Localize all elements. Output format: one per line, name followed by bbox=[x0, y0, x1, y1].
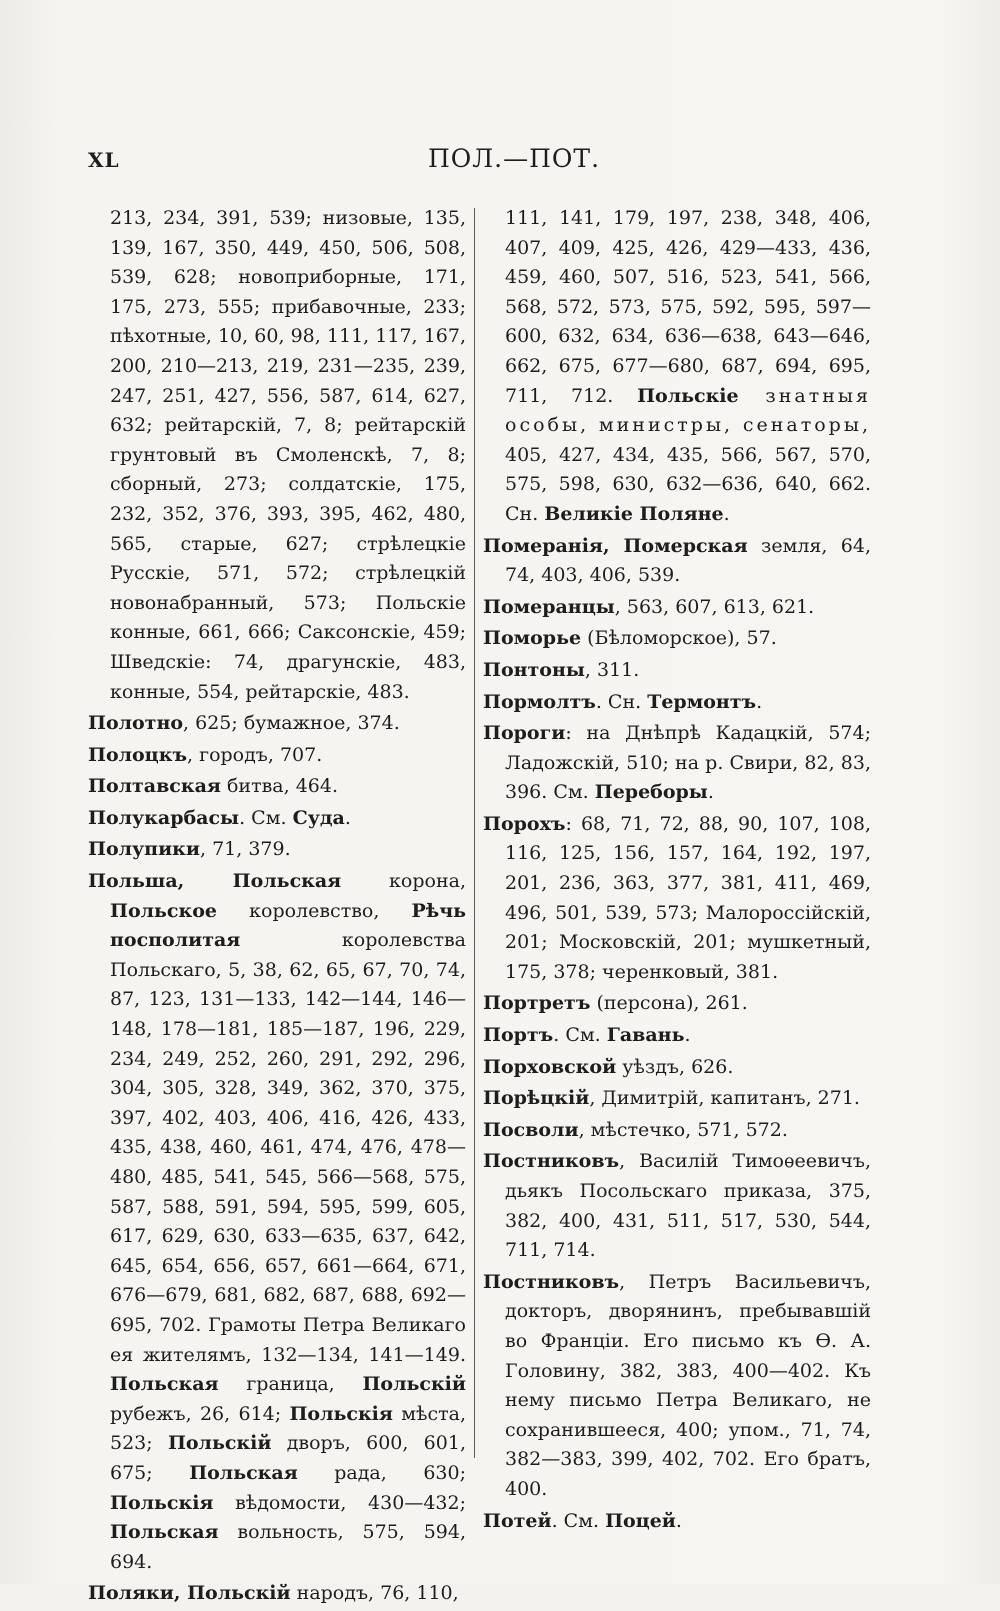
entry-text: рубежъ, 26, 614; bbox=[110, 1402, 290, 1425]
entry-headword: Польскій bbox=[167, 1432, 272, 1455]
entry-headword: Портретъ bbox=[483, 992, 591, 1015]
index-entry bbox=[483, 1053, 871, 1083]
entry-text: 213, 234, 391, 539; низовые, 135, 139, 167, 350, 449, 450, 506, 508, 539, 628; новоприборные, 171, 175, 273, 555; прибавочные, 233; пѣхотные, 10, 60, 98, 111, 117, 167, 200, 210—213, 219, 231—235, 239, 247, 251, 427, 556, 587, 614, 627, 632; рейтарскій, 7, 8; рейтарскій грунтовый въ Смоленскѣ, 7, 8; сборный, 273; солдатскіе, 175, 232, 352, 376, 393, 395, 462, 480, 565, старые, 627; стрѣлецкіе Русскіе, 571, 572; стрѣлецкій новонабранный, 573; Польскіе конные, 661, 666; Саксонскіе, 459; Шведскіе: 74, драгунскіе, 483, конные, 554, рейтарскіе, 483. bbox=[110, 207, 466, 703]
entry-text: . См. bbox=[553, 1024, 607, 1047]
index-entry bbox=[88, 772, 466, 802]
entry-text: вѣдомости, 430—432; bbox=[213, 1491, 466, 1514]
index-entry bbox=[483, 719, 871, 808]
entry-headword: Портъ bbox=[483, 1024, 554, 1047]
entry-text: , 625; бумажное, 374. bbox=[183, 712, 400, 735]
index-entry bbox=[483, 688, 871, 718]
entry-headword: Полукарбасы bbox=[88, 806, 240, 829]
entry-headword: Полупики bbox=[88, 838, 200, 861]
entry-text: : на Днѣпрѣ Кадацкій, 574; Ладожскій, 510; на р. Свири, 82, 83, 396. См. bbox=[505, 722, 871, 804]
entry-text: . bbox=[344, 806, 351, 829]
running-title: ПОЛ.—ПОТ. bbox=[427, 144, 601, 173]
entry-text: . bbox=[756, 690, 763, 713]
entry-text: , 71, 379. bbox=[200, 838, 291, 861]
index-entry bbox=[483, 532, 871, 591]
entry-text: (персона), 261. bbox=[590, 992, 748, 1015]
entry-text: , Димитрій, капитанъ, 271. bbox=[589, 1087, 860, 1110]
entry-headword: Поляки, Польскій bbox=[88, 1582, 291, 1605]
index-entry bbox=[483, 1507, 871, 1537]
index-entry bbox=[483, 1084, 871, 1114]
entry-headword: Польскіе bbox=[637, 384, 739, 407]
left-column bbox=[88, 204, 466, 1611]
entry-headword: Польскій bbox=[362, 1373, 466, 1396]
entry-text: . См. bbox=[239, 806, 293, 829]
entry-text: королевства Польскаго, 5, 38, 62, 65, 67, 70, 74, 87, 123, 131—133, 142—144, 146—148, 178—181, 185—187, 196, 229, 234, 249, 252, 260, 291, 292, 296, 304, 305, 328, 349, 362, 370, 375, 397, 402, 403, 406, 416, 426, 433, 435, 438, 460, 461, 474, 476, 478—480, 485, 541, 545, 566—568, 575, 587, 588, 591, 594, 595, 599, 605, 617, 629, 630, 633—635, 637, 642, 645, 654, 656, 657, 661—664, 671, 676—679, 681, 682, 687, 688, 692—695, 702. Грамоты Петра Великаго ея жителямъ, 132—134, 141—149. bbox=[110, 929, 466, 1366]
entry-headword: Порѣцкій bbox=[483, 1087, 590, 1110]
index-entry bbox=[88, 204, 466, 707]
entry-text: корона, bbox=[341, 870, 466, 893]
entry-headword: Польша, Польская bbox=[88, 870, 342, 893]
entry-text: . bbox=[707, 781, 714, 804]
entry-text: , городъ, 707. bbox=[187, 743, 323, 766]
index-entry bbox=[483, 1116, 871, 1146]
column-divider bbox=[474, 208, 475, 1458]
entry-headword: Польская bbox=[110, 1373, 219, 1396]
entry-headword: Рѣчь посполитая bbox=[110, 899, 466, 952]
entry-headword: Польская bbox=[110, 1521, 219, 1544]
entry-headword: Померанцы bbox=[483, 595, 615, 618]
entry-text: уѣздъ, 626. bbox=[616, 1055, 734, 1078]
entry-text: мѣста, 523; bbox=[110, 1402, 466, 1455]
entry-text: народъ, 76, 110, bbox=[290, 1582, 459, 1605]
entry-headword: Постниковъ bbox=[483, 1150, 620, 1173]
entry-headword: Гавань bbox=[606, 1024, 685, 1047]
entry-text: , 563, 607, 613, 621. bbox=[614, 595, 815, 618]
entry-text: граница, bbox=[218, 1373, 363, 1396]
entry-text: 405, 427, 434, 435, 566, 567, 570, 575, 598, 630, 632—636, 640, 662. Сн. bbox=[505, 443, 871, 525]
entry-headword: Польскія bbox=[110, 1491, 214, 1514]
index-entry bbox=[483, 810, 871, 988]
entry-headword: Постниковъ bbox=[483, 1270, 620, 1293]
entry-headword: Польское bbox=[110, 899, 217, 922]
entry-headword: Суда bbox=[292, 806, 345, 829]
entry-text: , мѣстечко, 571, 572. bbox=[578, 1118, 788, 1141]
entry-headword: Посволи bbox=[483, 1118, 579, 1141]
entry-text: , 311. bbox=[584, 658, 640, 681]
entry-headword: Понтоны bbox=[483, 658, 585, 681]
entry-headword: Порховской bbox=[483, 1055, 617, 1078]
right-column bbox=[483, 204, 871, 1538]
entry-headword: Поморье bbox=[483, 627, 582, 650]
entry-headword: Полоцкъ bbox=[88, 743, 188, 766]
index-entry bbox=[88, 709, 466, 739]
index-entry bbox=[483, 204, 871, 530]
entry-text: . Сн. bbox=[595, 690, 648, 713]
entry-headword: Поцей bbox=[605, 1509, 676, 1532]
entry-text: земля, 64, 74, 403, 406, 539. bbox=[505, 534, 871, 587]
page-number: XL bbox=[88, 148, 120, 172]
entry-text: дворъ, 600, 601, 675; bbox=[110, 1432, 466, 1484]
entry-headword: Полтавская bbox=[88, 775, 221, 798]
index-entry bbox=[483, 656, 871, 686]
entry-text: , Василій Тимоѳеевичъ, дьякъ Посольскаго приказа, 375, 382, 400, 431, 511, 517, 530, 544, 711, 714. bbox=[505, 1150, 871, 1262]
entry-headword: Пормолтъ bbox=[483, 690, 596, 713]
entry-headword: Термонтъ bbox=[647, 690, 757, 713]
entry-headword: Порохъ bbox=[483, 812, 566, 835]
entry-text: , Петръ Васильевичъ, докторъ, дворянинъ, пребывавшій во Франціи. Его письмо къ Ѳ. А. Головину, 382, 383, 400—402. Къ нему письмо Петра Великаго, не сохранившееся, 400; упом., 71, 74, 382—383, 399, 402, 702. Его братъ, 400. bbox=[505, 1270, 871, 1500]
index-entry bbox=[88, 804, 466, 834]
entry-text: . bbox=[675, 1509, 682, 1532]
index-entry bbox=[483, 624, 871, 654]
index-entry bbox=[88, 835, 466, 865]
entry-text: . bbox=[684, 1024, 691, 1047]
entry-text: битва, 464. bbox=[220, 775, 338, 798]
index-entry bbox=[483, 1268, 871, 1505]
entry-headword: Пороги bbox=[483, 722, 566, 745]
entry-headword: Польскія bbox=[289, 1402, 393, 1425]
entry-headword: Переборы bbox=[594, 781, 708, 804]
entry-headword: Польская bbox=[189, 1461, 298, 1484]
entry-text: . См. bbox=[551, 1509, 606, 1532]
index-entry bbox=[483, 593, 871, 623]
index-entry bbox=[483, 1021, 871, 1051]
entry-headword: Померанія, Померская bbox=[483, 534, 748, 557]
entry-text: рада, 630; bbox=[297, 1461, 466, 1484]
entry-text: королевство, bbox=[216, 899, 412, 922]
entry-text: вольность, 575, 594, 694. bbox=[110, 1521, 466, 1573]
entry-headword: Полотно bbox=[88, 712, 184, 735]
entry-text: : 68, 71, 72, 88, 90, 107, 108, 116, 125, 156, 157, 164, 192, 197, 201, 236, 363, 377, 381, 411, 469, 496, 501, 539, 573; Малороссійскій, 201; Московскій, 201; мушкетный, 175, 378; черенковый, 381. bbox=[505, 812, 871, 983]
entry-headword: Потей bbox=[483, 1509, 552, 1532]
page-header bbox=[88, 140, 940, 180]
entry-text: . bbox=[723, 502, 730, 525]
entry-text: 111, 141, 179, 197, 238, 348, 406, 407, 409, 425, 426, 429—433, 436, 459, 460, 507, 516, 523, 541, 566, 568, 572, 573, 575, 592, 595, 597—600, 632, 634, 636—638, 643—646, 662, 675, 677—680, 687, 694, 695, 711, 712. bbox=[505, 207, 871, 407]
entry-text: знатныя особы, министры, сенаторы, bbox=[505, 384, 871, 437]
index-entry bbox=[88, 741, 466, 771]
index-entry bbox=[483, 989, 871, 1019]
entry-headword: Великіе Поляне bbox=[544, 502, 724, 525]
entry-text: (Бѣломорское), 57. bbox=[581, 627, 777, 650]
index-entry bbox=[483, 1147, 871, 1265]
index-entry bbox=[88, 867, 466, 1577]
